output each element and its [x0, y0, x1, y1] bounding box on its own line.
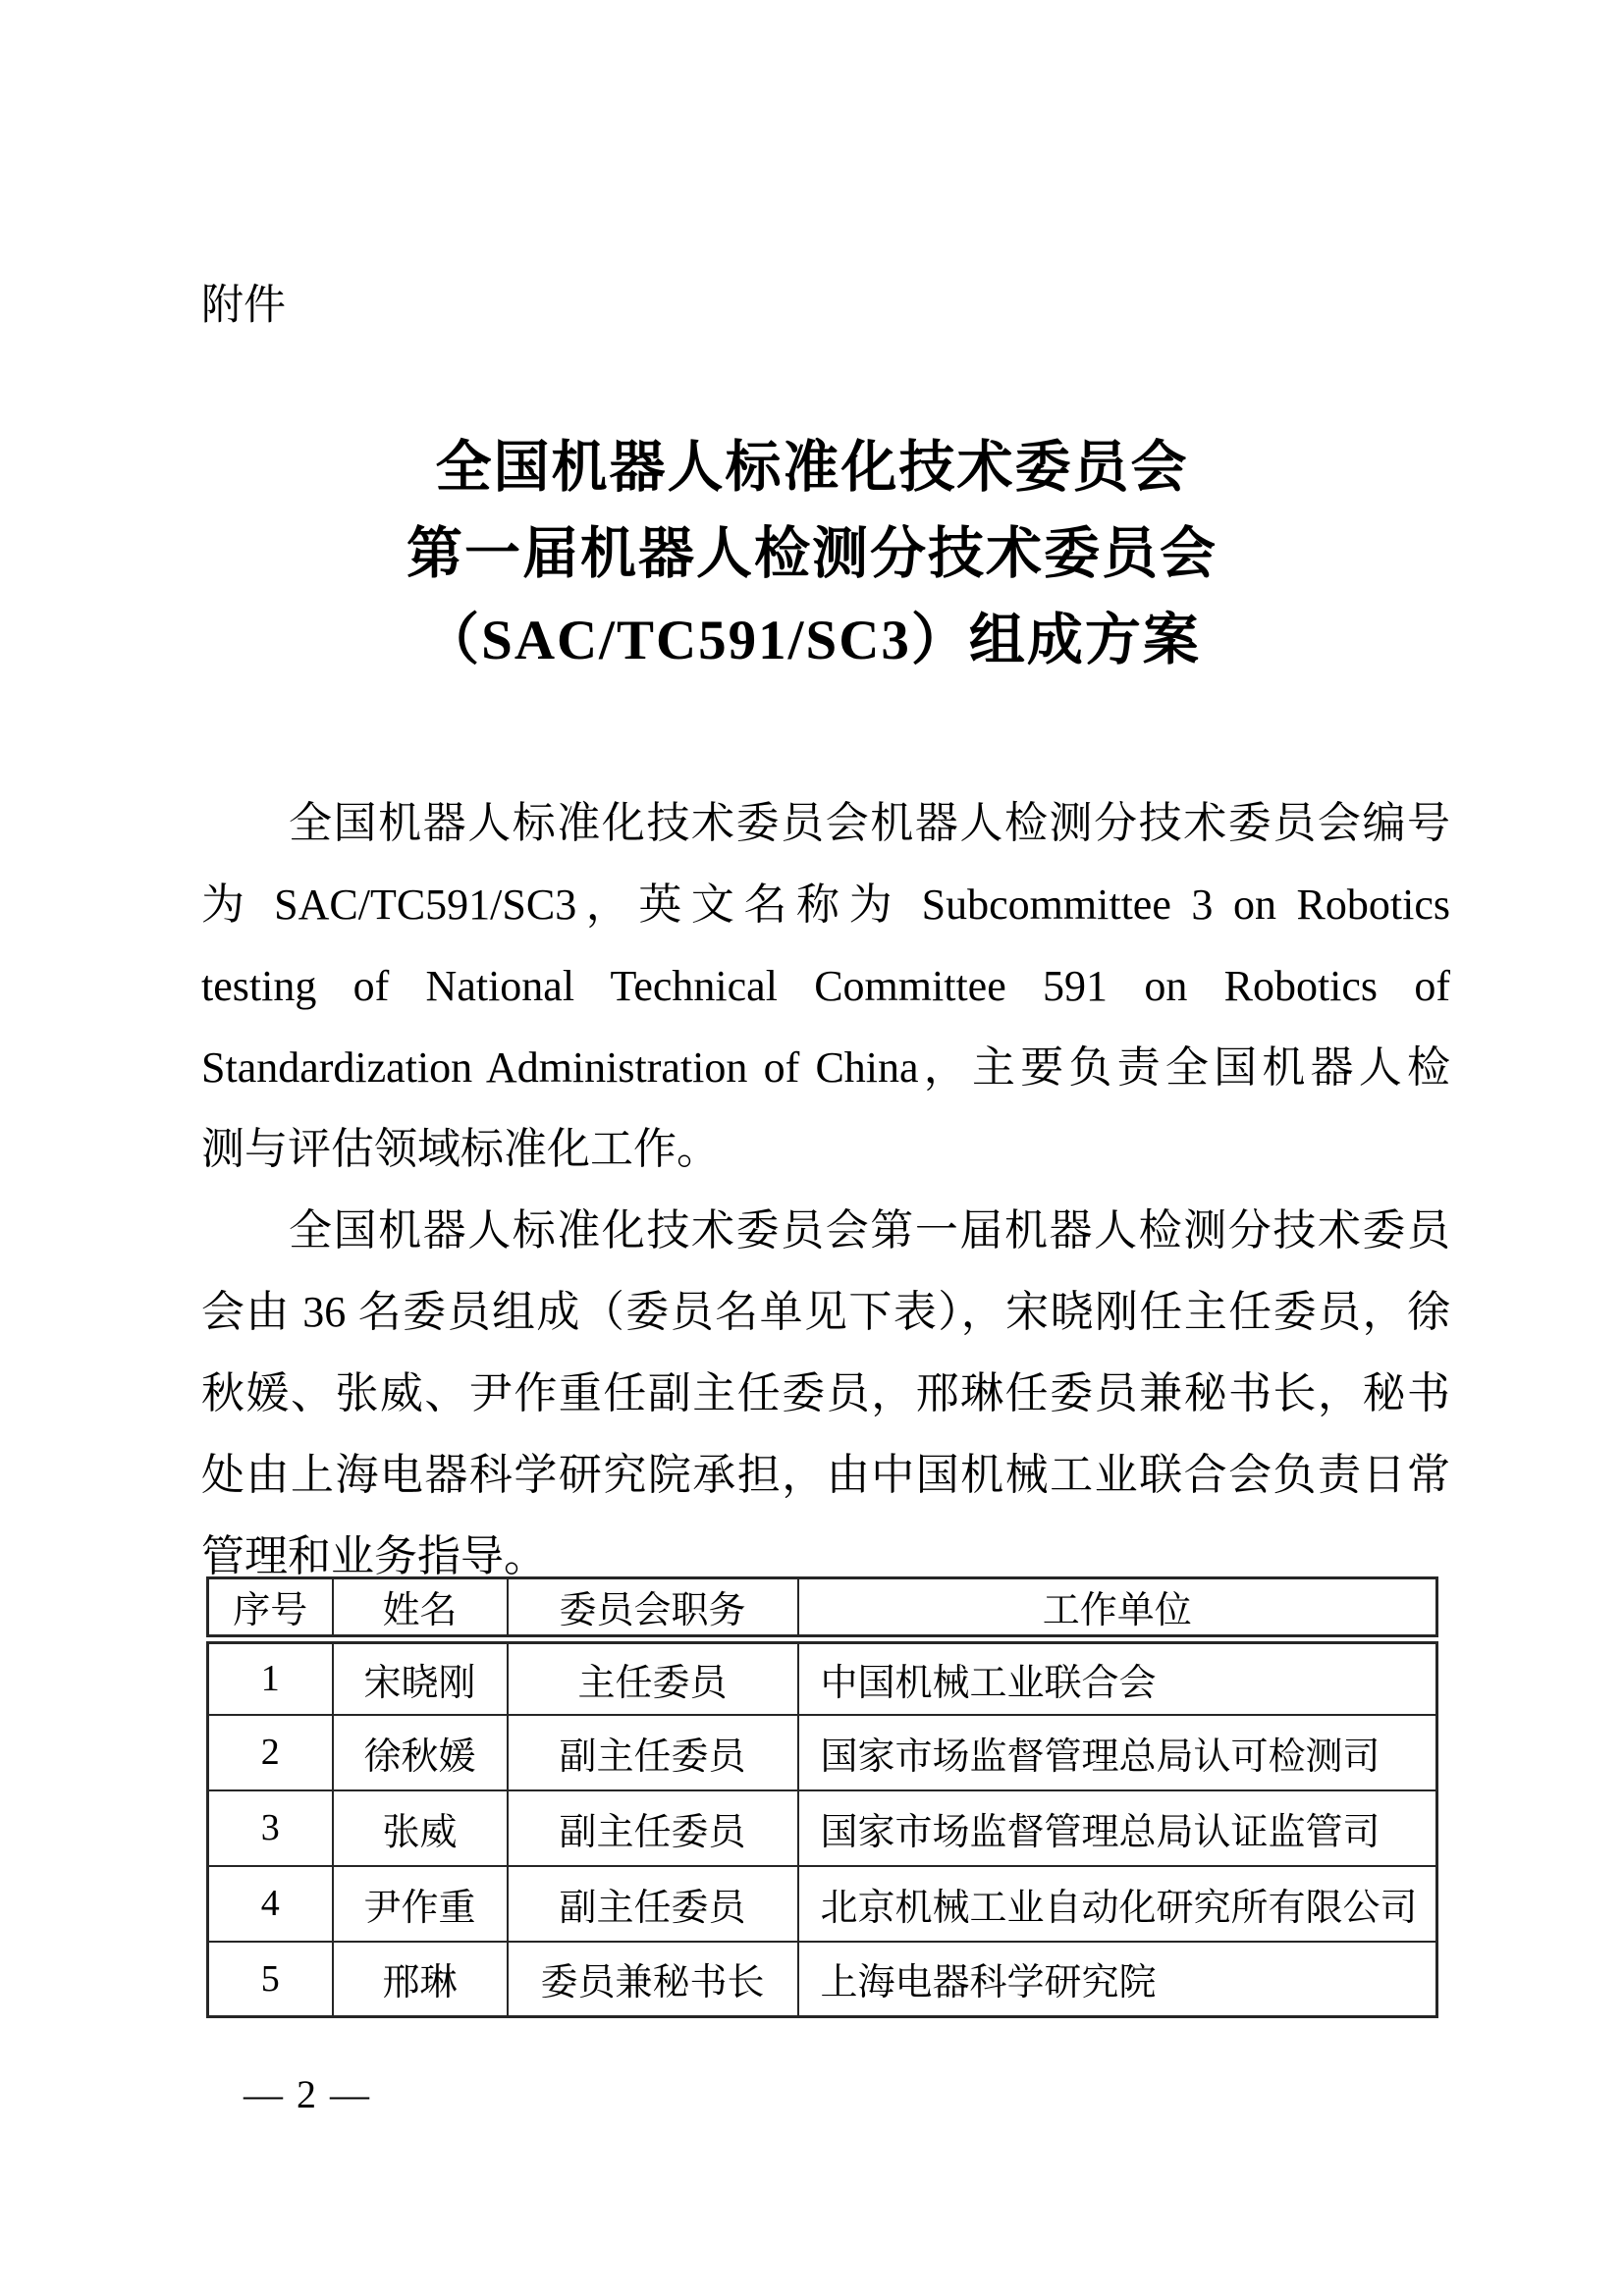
cell-organization: 北京机械工业自动化研究所有限公司: [798, 1866, 1437, 1942]
cell-no: 5: [208, 1942, 333, 2017]
cell-name: 尹作重: [333, 1866, 508, 1942]
page-number: — 2 —: [244, 2072, 371, 2116]
cell-position: 主任委员: [508, 1639, 798, 1715]
text-line: 处由上海电器科学研究院承担，由中国机械工业联合会负责日常: [201, 1451, 1450, 1499]
cell-name: 徐秋媛: [333, 1715, 508, 1790]
attachment-label: 附件: [201, 282, 286, 329]
cell-no: 1: [208, 1639, 333, 1715]
cell-position: 副主任委员: [508, 1790, 798, 1866]
cell-name: 邢琳: [333, 1942, 508, 2017]
cell-name: 宋晓刚: [333, 1639, 508, 1715]
table-row: [208, 1942, 1437, 2017]
table-row: [208, 1715, 1437, 1790]
text-line: 秋媛、张威、尹作重任副主任委员，邢琳任委员兼秘书长，秘书: [201, 1369, 1450, 1417]
cell-organization: 国家市场监督管理总局认证监管司: [798, 1790, 1437, 1866]
text-line: 全国机器人标准化技术委员会机器人检测分技术委员会编号: [289, 799, 1450, 847]
cell-no: 3: [208, 1790, 333, 1866]
text-line: 测与评估领域标准化工作。: [201, 1125, 720, 1173]
header-cell-no: 序号: [208, 1578, 333, 1639]
cell-organization: 中国机械工业联合会: [798, 1639, 1437, 1715]
paragraph-2: [201, 1190, 1450, 1597]
paragraph-1: [201, 782, 1450, 1190]
text-line: 会由 36 名委员组成（委员名单见下表），宋晓刚任主任委员，徐: [201, 1288, 1450, 1336]
header-cell-position: 委员会职务: [508, 1578, 798, 1639]
table-row: [208, 1866, 1437, 1942]
title-line-1: 全国机器人标准化技术委员会: [435, 437, 1189, 499]
text-line: 管理和业务指导。: [201, 1532, 547, 1580]
cell-position: 委员兼秘书长: [508, 1942, 798, 2017]
text-line: Standardization Administration of China，主要负责全国机器人检: [201, 1043, 1450, 1092]
text-line: testing of National Technical Committee 591 on Robotics of: [201, 962, 1450, 1010]
body-text: [201, 782, 1450, 1597]
document-title: [0, 425, 1624, 684]
cell-position: 副主任委员: [508, 1715, 798, 1790]
text-line: 为 SAC/TC591/SC3，英文名称为 Subcommittee 3 on Robotics: [201, 881, 1450, 929]
cell-organization: 国家市场监督管理总局认可检测司: [798, 1715, 1437, 1790]
text-line: 全国机器人标准化技术委员会第一届机器人检测分技术委员: [289, 1206, 1450, 1255]
cell-no: 4: [208, 1866, 333, 1942]
table-row: [208, 1790, 1437, 1866]
cell-organization: 上海电器科学研究院: [798, 1942, 1437, 2017]
table-row: [208, 1639, 1437, 1715]
title-line-3: （SAC/TC591/SC3）组成方案: [423, 610, 1201, 671]
header-cell-name: 姓名: [333, 1578, 508, 1639]
table-header-row: [208, 1578, 1437, 1639]
cell-no: 2: [208, 1715, 333, 1790]
title-line-2: 第一届机器人检测分技术委员会: [406, 523, 1218, 585]
header-cell-org: 工作单位: [798, 1578, 1437, 1639]
committee-table: [206, 1576, 1438, 2018]
cell-position: 副主任委员: [508, 1866, 798, 1942]
cell-name: 张威: [333, 1790, 508, 1866]
